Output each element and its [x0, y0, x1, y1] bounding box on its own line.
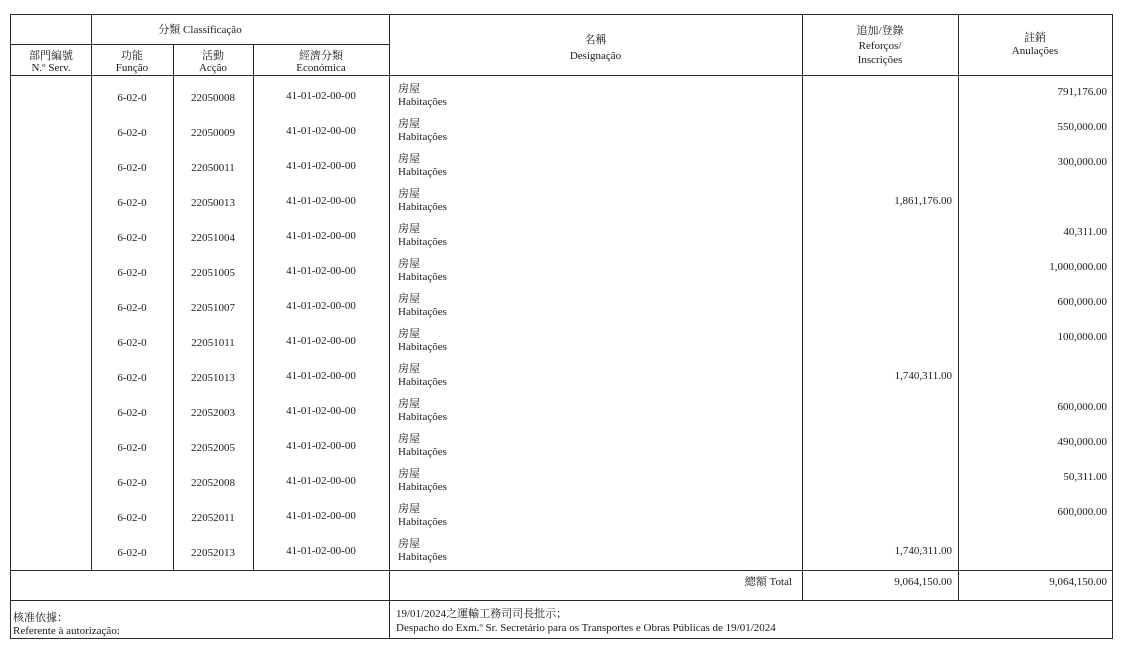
table-row — [11, 148, 1112, 183]
row-funcao: 6-02-0 — [117, 512, 147, 524]
row-anulacao: 791,176.00 — [1057, 86, 1107, 98]
table-row — [11, 288, 1112, 323]
header-servico-pt: N.º Serv. — [31, 62, 71, 74]
row-accao: 22050013 — [191, 197, 235, 209]
row-economica: 41-01-02-00-00 — [286, 370, 356, 382]
row-anulacao: 1,000,000.00 — [1049, 261, 1107, 273]
row-reforco: 1,740,311.00 — [894, 545, 952, 557]
row-desc-zh: 房屋 — [398, 258, 420, 270]
table-row — [11, 253, 1112, 288]
row-funcao: 6-02-0 — [117, 302, 147, 314]
row-funcao: 6-02-0 — [117, 442, 147, 454]
row-anulacao: 600,000.00 — [1057, 506, 1107, 518]
row-funcao: 6-02-0 — [117, 372, 147, 384]
footer-label-pt: Referente à autorização: — [13, 625, 120, 637]
row-funcao: 6-02-0 — [117, 197, 147, 209]
table-row — [11, 183, 1112, 218]
header-designacao-zh: 名稱 — [584, 34, 607, 46]
row-desc-pt: Habitações — [398, 166, 447, 178]
row-economica: 41-01-02-00-00 — [286, 405, 356, 417]
row-anulacao: 600,000.00 — [1057, 296, 1107, 308]
row-desc-pt: Habitações — [398, 411, 447, 423]
row-divider — [11, 600, 1112, 601]
header-funcao-pt: Função — [115, 62, 149, 74]
row-accao: 22052005 — [191, 442, 235, 454]
row-funcao: 6-02-0 — [117, 337, 147, 349]
row-desc-pt: Habitações — [398, 551, 447, 563]
table-row — [11, 428, 1112, 463]
row-funcao: 6-02-0 — [117, 127, 147, 139]
row-desc-pt: Habitações — [398, 481, 447, 493]
row-accao: 22051007 — [191, 302, 235, 314]
table-row — [11, 498, 1112, 533]
header-economica-pt: Económica — [296, 62, 346, 74]
table-row — [11, 218, 1112, 253]
row-desc-zh: 房屋 — [398, 223, 420, 235]
row-desc-pt: Habitações — [398, 516, 447, 528]
row-desc-pt: Habitações — [398, 96, 447, 108]
row-accao: 22052003 — [191, 407, 235, 419]
row-desc-pt: Habitações — [398, 306, 447, 318]
footer-text-zh: 19/01/2024之運輸工務司司長批示； — [396, 608, 568, 620]
row-desc-zh: 房屋 — [398, 83, 420, 95]
row-accao: 22050009 — [191, 127, 235, 139]
table-row — [11, 358, 1112, 393]
row-economica: 41-01-02-00-00 — [286, 230, 356, 242]
table-row — [11, 393, 1112, 428]
row-reforco: 1,861,176.00 — [894, 195, 952, 207]
row-desc-pt: Habitações — [398, 446, 447, 458]
row-divider — [11, 570, 1112, 571]
row-reforco: 1,740,311.00 — [894, 370, 952, 382]
total-anulacoes: 9,064,150.00 — [1049, 576, 1107, 588]
row-desc-zh: 房屋 — [398, 398, 420, 410]
row-desc-pt: Habitações — [398, 271, 447, 283]
budget-table — [10, 14, 1113, 639]
row-anulacao: 50,311.00 — [1063, 471, 1107, 483]
row-desc-zh: 房屋 — [398, 538, 420, 550]
header-funcao-zh: 功能 — [121, 50, 143, 62]
row-divider — [11, 44, 389, 45]
row-desc-zh: 房屋 — [398, 118, 420, 130]
row-desc-zh: 房屋 — [398, 433, 420, 445]
header-designacao-pt: Designação — [569, 50, 622, 62]
table-row — [11, 533, 1112, 568]
row-funcao: 6-02-0 — [117, 232, 147, 244]
header-reforcos-pt2: Inscrições — [857, 54, 903, 66]
header-accao-zh: 活動 — [202, 50, 224, 62]
row-desc-pt: Habitações — [398, 376, 447, 388]
row-economica: 41-01-02-00-00 — [286, 440, 356, 452]
row-economica: 41-01-02-00-00 — [286, 300, 356, 312]
row-desc-pt: Habitações — [398, 201, 447, 213]
row-funcao: 6-02-0 — [117, 92, 147, 104]
header-reforcos-pt1: Reforços/ — [858, 40, 902, 52]
row-anulacao: 550,000.00 — [1057, 121, 1107, 133]
table-row — [11, 113, 1112, 148]
row-desc-pt: Habitações — [398, 341, 447, 353]
header-accao-pt: Acção — [198, 62, 228, 74]
header-servico-zh: 部門編號 — [29, 50, 73, 62]
header-reforcos-zh: 追加/登錄 — [856, 25, 904, 37]
header-anulacoes-zh: 註銷 — [1024, 32, 1046, 44]
header-anulacoes-pt: Anulações — [1011, 45, 1059, 57]
footer-text-pt: Despacho do Exm.º Sr. Secretário para os Transportes e Obras Públicas de 19/01/2024 — [396, 622, 776, 634]
row-desc-zh: 房屋 — [398, 293, 420, 305]
row-accao: 22052013 — [191, 547, 235, 559]
row-accao: 22051013 — [191, 372, 235, 384]
row-funcao: 6-02-0 — [117, 407, 147, 419]
row-anulacao: 100,000.00 — [1057, 331, 1107, 343]
row-accao: 22052008 — [191, 477, 235, 489]
row-economica: 41-01-02-00-00 — [286, 195, 356, 207]
row-economica: 41-01-02-00-00 — [286, 125, 356, 137]
row-accao: 22050008 — [191, 92, 235, 104]
row-accao: 22051005 — [191, 267, 235, 279]
row-funcao: 6-02-0 — [117, 547, 147, 559]
row-economica: 41-01-02-00-00 — [286, 160, 356, 172]
row-economica: 41-01-02-00-00 — [286, 265, 356, 277]
row-accao: 22051004 — [191, 232, 235, 244]
row-economica: 41-01-02-00-00 — [286, 545, 356, 557]
row-funcao: 6-02-0 — [117, 162, 147, 174]
row-economica: 41-01-02-00-00 — [286, 335, 356, 347]
row-desc-zh: 房屋 — [398, 468, 420, 480]
table-row — [11, 323, 1112, 358]
total-label: 總額 Total — [744, 576, 792, 588]
row-anulacao: 600,000.00 — [1057, 401, 1107, 413]
row-economica: 41-01-02-00-00 — [286, 475, 356, 487]
row-desc-pt: Habitações — [398, 236, 447, 248]
total-reforcos: 9,064,150.00 — [894, 576, 952, 588]
footer-label-zh: 核准依據： — [13, 612, 68, 624]
row-accao: 22051011 — [191, 337, 235, 349]
row-funcao: 6-02-0 — [117, 477, 147, 489]
row-anulacao: 490,000.00 — [1057, 436, 1107, 448]
row-anulacao: 300,000.00 — [1057, 156, 1107, 168]
row-accao: 22050011 — [191, 162, 235, 174]
row-divider — [11, 75, 1112, 76]
row-desc-zh: 房屋 — [398, 188, 420, 200]
row-desc-zh: 房屋 — [398, 503, 420, 515]
row-desc-pt: Habitações — [398, 131, 447, 143]
table-row — [11, 78, 1112, 113]
row-economica: 41-01-02-00-00 — [286, 90, 356, 102]
header-classificacao: 分類 Classificação — [158, 24, 242, 36]
row-anulacao: 40,311.00 — [1063, 226, 1107, 238]
row-funcao: 6-02-0 — [117, 267, 147, 279]
row-desc-zh: 房屋 — [398, 363, 420, 375]
row-economica: 41-01-02-00-00 — [286, 510, 356, 522]
row-desc-zh: 房屋 — [398, 328, 420, 340]
header-economica-zh: 經濟分類 — [299, 50, 343, 62]
row-accao: 22052011 — [191, 512, 235, 524]
table-row — [11, 463, 1112, 498]
row-desc-zh: 房屋 — [398, 153, 420, 165]
